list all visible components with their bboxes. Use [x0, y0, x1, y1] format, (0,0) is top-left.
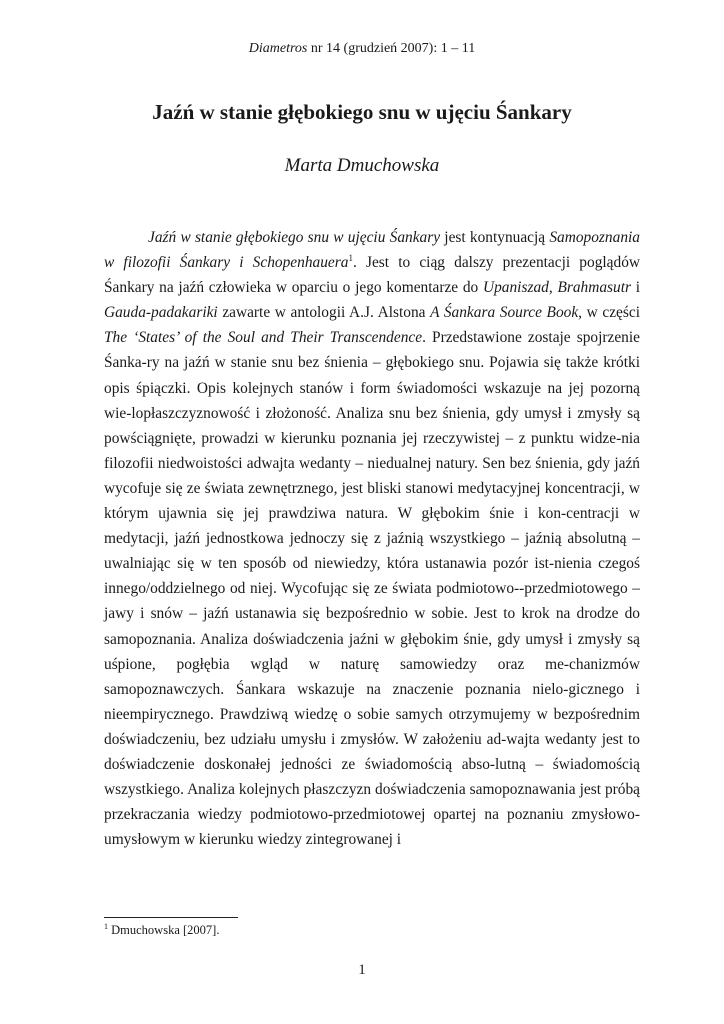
work-reference: Gauda-padakariki: [104, 304, 218, 322]
text-run: . Przedstawione zostaje spojrzenie Śanka-ry na jaźń w stanie snu bez śnienia – głębokiego snu. Pojawia się także krótki opis śpiączki. Opis kolejnych stanów i form świadomości wskazuje na jej pozorną wie-lopłaszczyznowość i złożoność. Analiza snu bez śnienia, gdy umysł i zmysły są powściągnięte, prowadzi w kierunku poznania jej rzeczywistej – z punktu widze-nia filozofii niedwoistości adwajta wedanty – niedualnej natury. Sen bez śnienia, gdy jaźń wycofuje się ze świata zewnętrznego, jest bliski stanowi medytacyjnej koncentracji, w którym ujawnia się jej prawdziwa natura. W głębokim śnie i kon-centracji w medytacji, jaźń jednostkowa jednoczy się z jaźnią wszystkiego – jaźnią absolutną – uwalniając się w ten sposób od niewiedzy, która ustanawia pozór ist-nienia czegoś innego/oddzielnego od niej. Wycofując się ze świata podmiotowo--przedmiotowego – jawy i snów – jaźń ustanawia się bezpośrednio w sobie. Jest to krok na drodze do samopoznania. Analiza doświadczenia jaźni w głębokim śnie, gdy umysł i zmysły są uśpione, pogłębia wgląd w naturę samowiedzy oraz me-chanizmów samopoznawczych. Śankara wskazuje na znaczenie poznania nielo-gicznego i nieempirycznego. Prawdziwą wiedzę o sobie samych otrzymujemy w bezpośrednim doświadczeniu, bez udziału umysłu i zmysłów. W założeniu ad-wajta wedanty jest to doświadczenie doskonałej jedności ze świadomością abso-lutną – świadomością wszystkiego. Analiza kolejnych płaszczyzn doświadczenia samopoznawania jest próbą przekraczania wiedzy podmiotowo-przedmiotowej opartej na poznaniu zmysłowo-umysłowym w kierunku wiedzy zintegrowanej i: [104, 329, 640, 849]
author-name: Marta Dmuchowska: [284, 155, 440, 176]
work-reference: Samopoznania w filozofii Śankary i Schopenhauera: [104, 229, 640, 272]
work-reference: A Śankara Source Book,: [430, 304, 583, 322]
text-run: ,: [548, 279, 558, 297]
work-reference: Brahmasutr: [557, 279, 631, 297]
article-title: Jaźń w stanie głębokiego snu w ujęciu Śankary: [152, 100, 572, 124]
footnote-divider: [104, 917, 238, 918]
work-reference: The ‘States’ of the Soul and Their Transcendence: [104, 329, 423, 347]
abstract-paragraph: [104, 225, 640, 852]
work-reference: Upaniszad: [482, 279, 549, 297]
issue-info: nr 14 (grudzień 2007): 1 – 11: [307, 41, 476, 56]
running-header: [0, 41, 724, 57]
text-run: jest kontynuacją: [440, 229, 550, 246]
text-run: . Jest to ciąg dalszy prezentacji poglądów Śankary na jaźń człowieka w oparciu o jego komentarze do: [104, 254, 640, 297]
title-reference: Jaźń w stanie głębokiego snu w ujęciu Śankary: [148, 229, 441, 246]
footnote: [104, 922, 219, 938]
text-run: w części: [582, 304, 640, 322]
footnote-marker[interactable]: 1: [348, 252, 353, 263]
journal-name: Diametros: [248, 41, 308, 56]
page-number: 1: [358, 962, 366, 978]
text-run: i: [630, 279, 640, 297]
text-run: zawarte w antologii A.J. Alstona: [217, 304, 431, 322]
footnote-number: 1: [104, 922, 108, 931]
footnote-text: Dmuchowska [2007].: [108, 923, 220, 938]
